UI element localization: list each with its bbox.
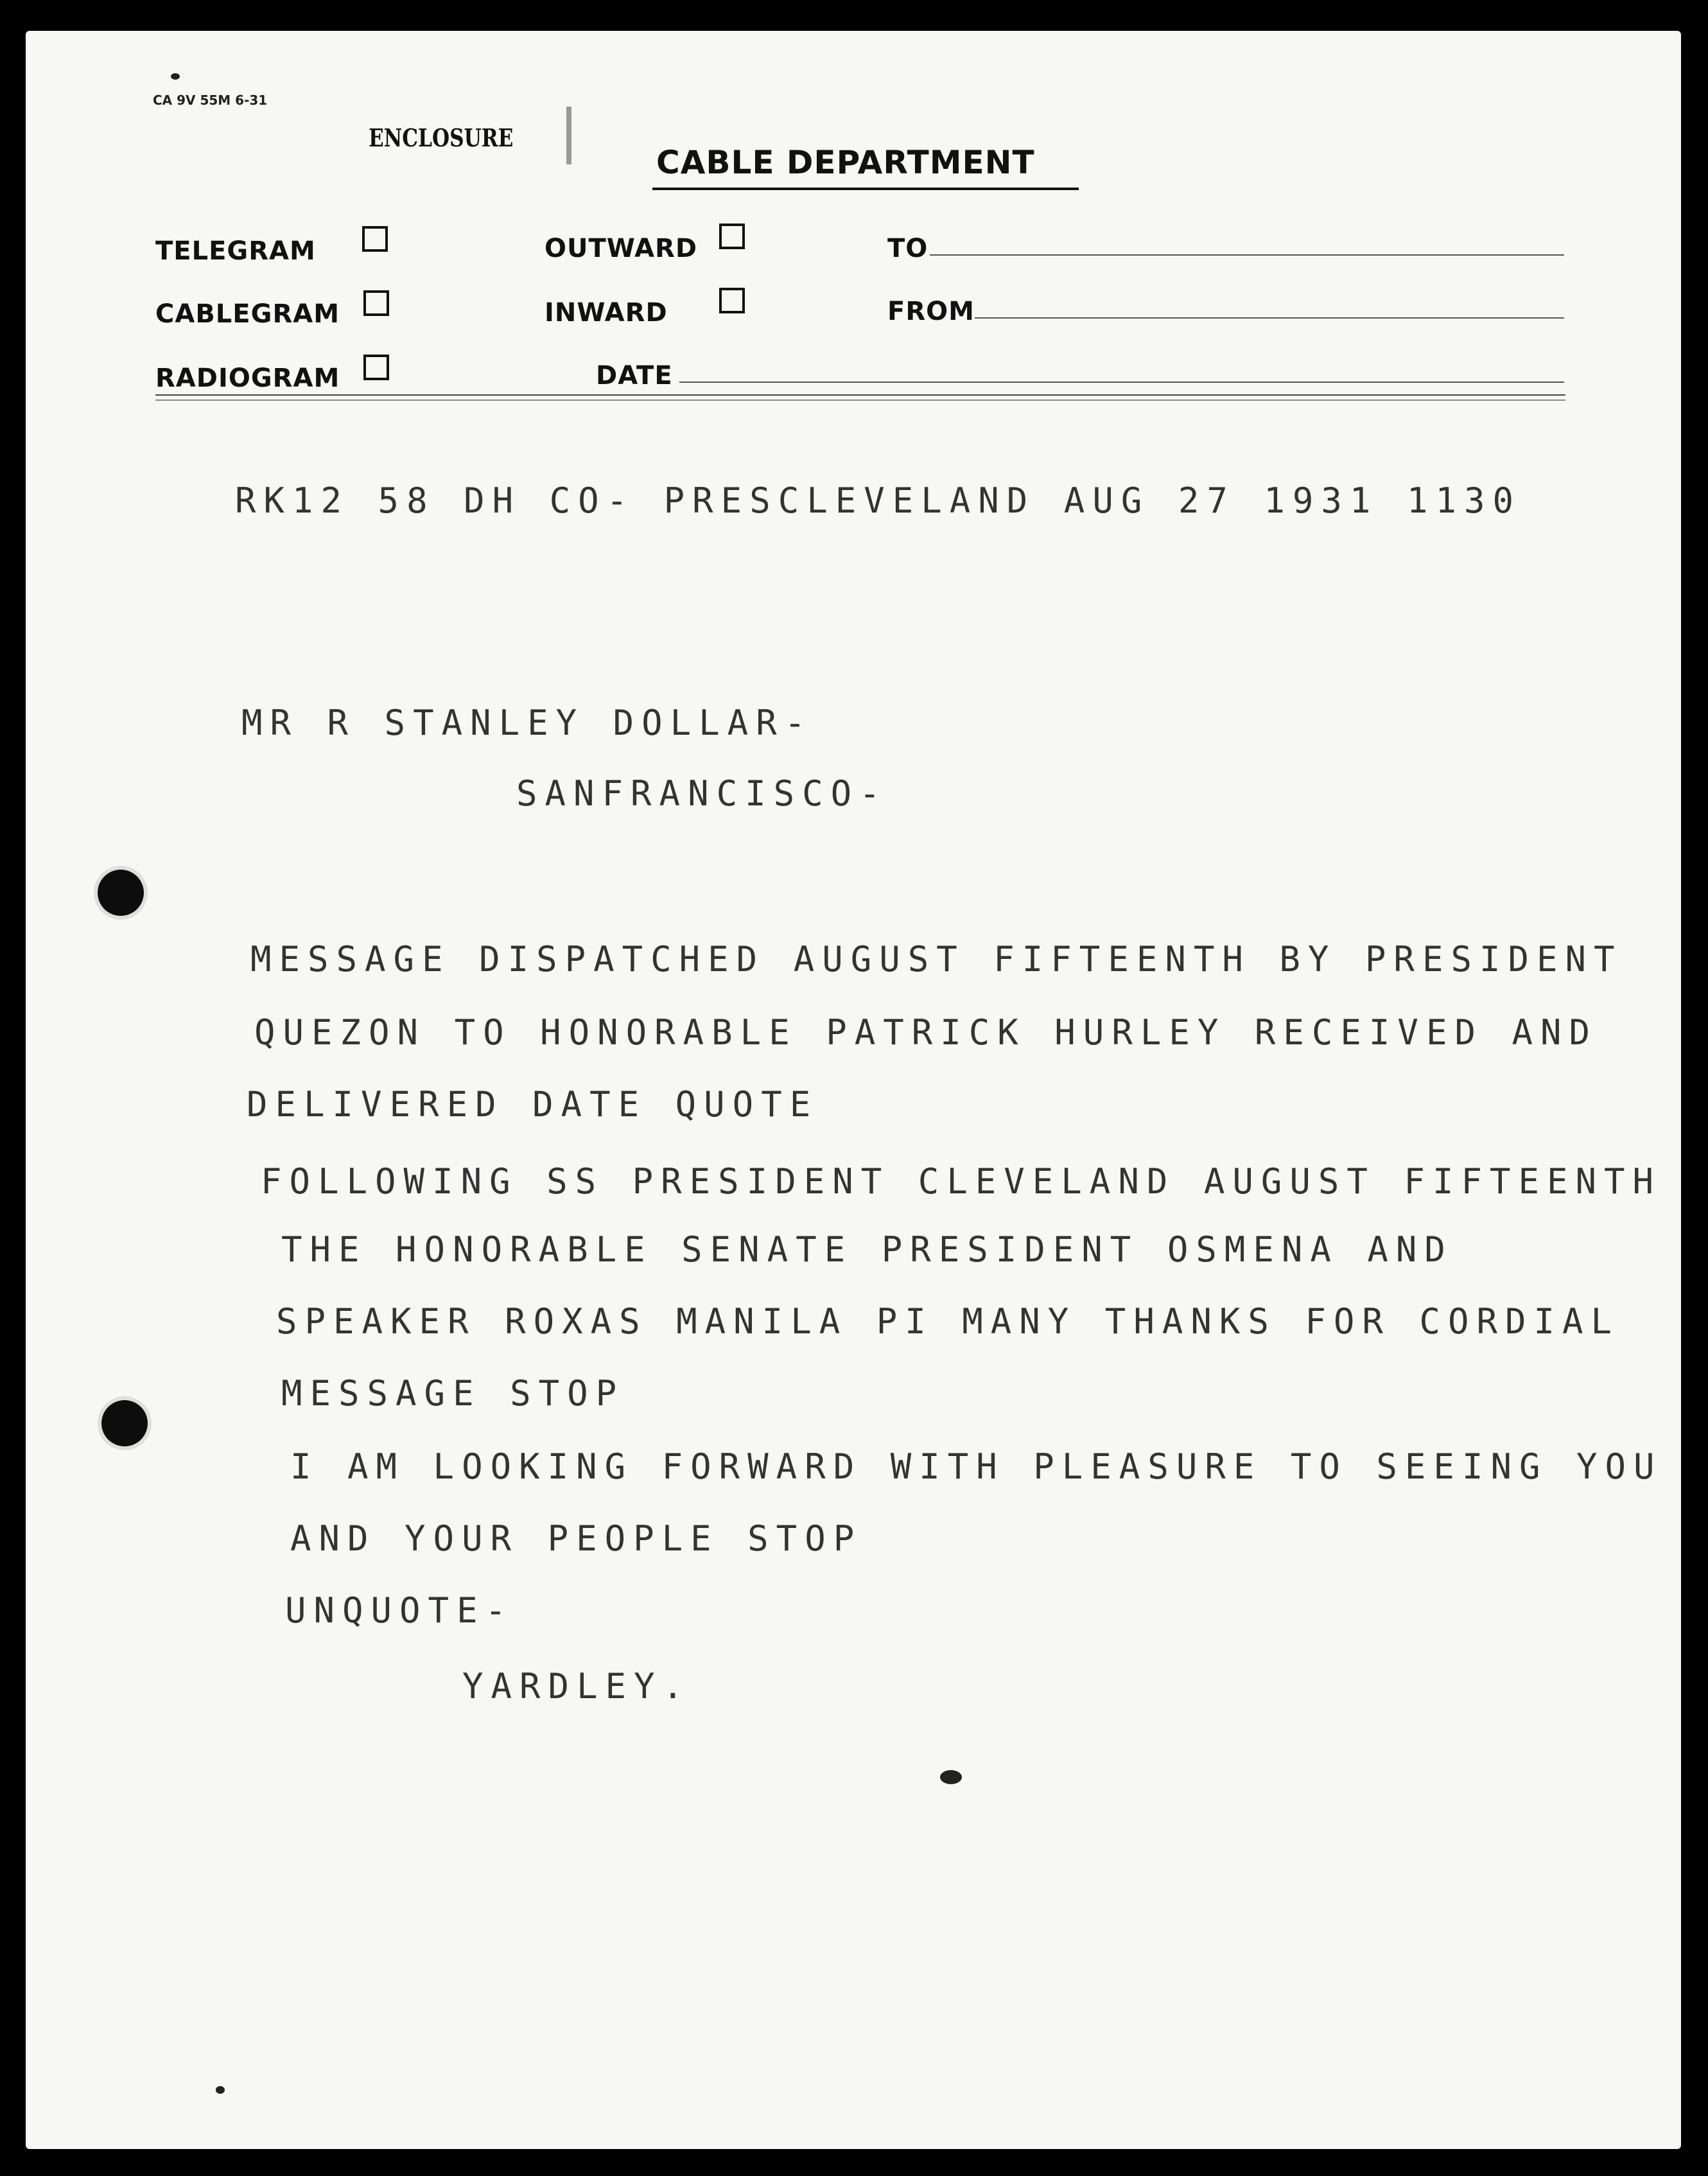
- margin-mark: [566, 107, 571, 164]
- date-field[interactable]: [679, 382, 1564, 383]
- routing-line: RK12 58 DH CO- PRESCLEVELAND AUG 27 1931 1130: [235, 480, 1521, 521]
- message-line: THE HONORABLE SENATE PRESIDENT OSMENA AND: [281, 1229, 1453, 1270]
- message-line: QUEZON TO HONORABLE PATRICK HURLEY RECEIVED AND: [254, 1012, 1598, 1053]
- radiogram-checkbox[interactable]: [363, 355, 389, 380]
- title-underline: [652, 188, 1079, 190]
- ink-speck: [216, 2086, 225, 2094]
- form-number: CA 9V 55M 6-31: [153, 92, 268, 108]
- addressee-city: SANFRANCISCO-: [516, 773, 888, 814]
- telegram-label: TELEGRAM: [155, 236, 316, 266]
- ink-speck: [940, 1770, 962, 1784]
- signature: YARDLEY.: [462, 1666, 692, 1707]
- message-line: DELIVERED DATE QUOTE: [247, 1084, 819, 1125]
- punch-hole-upper: [98, 870, 144, 916]
- message-line: FOLLOWING SS PRESIDENT CLEVELAND AUGUST FIFTEENTH: [261, 1161, 1662, 1202]
- header-rule-bottom: [155, 399, 1565, 401]
- to-label: TO: [887, 234, 928, 263]
- to-field[interactable]: [930, 254, 1564, 256]
- outward-label: OUTWARD: [545, 234, 698, 263]
- enclosure-stamp: ENCLOSURE: [369, 123, 514, 152]
- message-line: I AM LOOKING FORWARD WITH PLEASURE TO SEEING YOU: [290, 1446, 1662, 1487]
- from-field[interactable]: [975, 317, 1564, 319]
- date-label: DATE: [596, 361, 673, 390]
- department-title: CABLE DEPARTMENT: [656, 144, 1035, 181]
- message-line: UNQUOTE-: [285, 1590, 514, 1631]
- ink-speck: [171, 73, 180, 80]
- header-rule-top: [155, 394, 1565, 396]
- message-line: MESSAGE DISPATCHED AUGUST FIFTEENTH BY PRESIDENT: [250, 939, 1623, 979]
- from-label: FROM: [887, 297, 975, 326]
- inward-checkbox[interactable]: [719, 288, 745, 313]
- cable-form-sheet: [26, 31, 1681, 2149]
- cablegram-label: CABLEGRAM: [155, 299, 340, 329]
- addressee: MR R STANLEY DOLLAR-: [241, 703, 814, 743]
- message-line: SPEAKER ROXAS MANILA PI MANY THANKS FOR CORDIAL: [276, 1301, 1620, 1342]
- inward-label: INWARD: [545, 298, 668, 328]
- message-line: MESSAGE STOP: [281, 1373, 625, 1414]
- outward-checkbox[interactable]: [719, 224, 745, 249]
- radiogram-label: RADIOGRAM: [155, 364, 340, 393]
- telegram-checkbox[interactable]: [362, 226, 388, 252]
- punch-hole-lower: [101, 1400, 148, 1446]
- message-line: AND YOUR PEOPLE STOP: [290, 1518, 862, 1559]
- cablegram-checkbox[interactable]: [363, 290, 389, 316]
